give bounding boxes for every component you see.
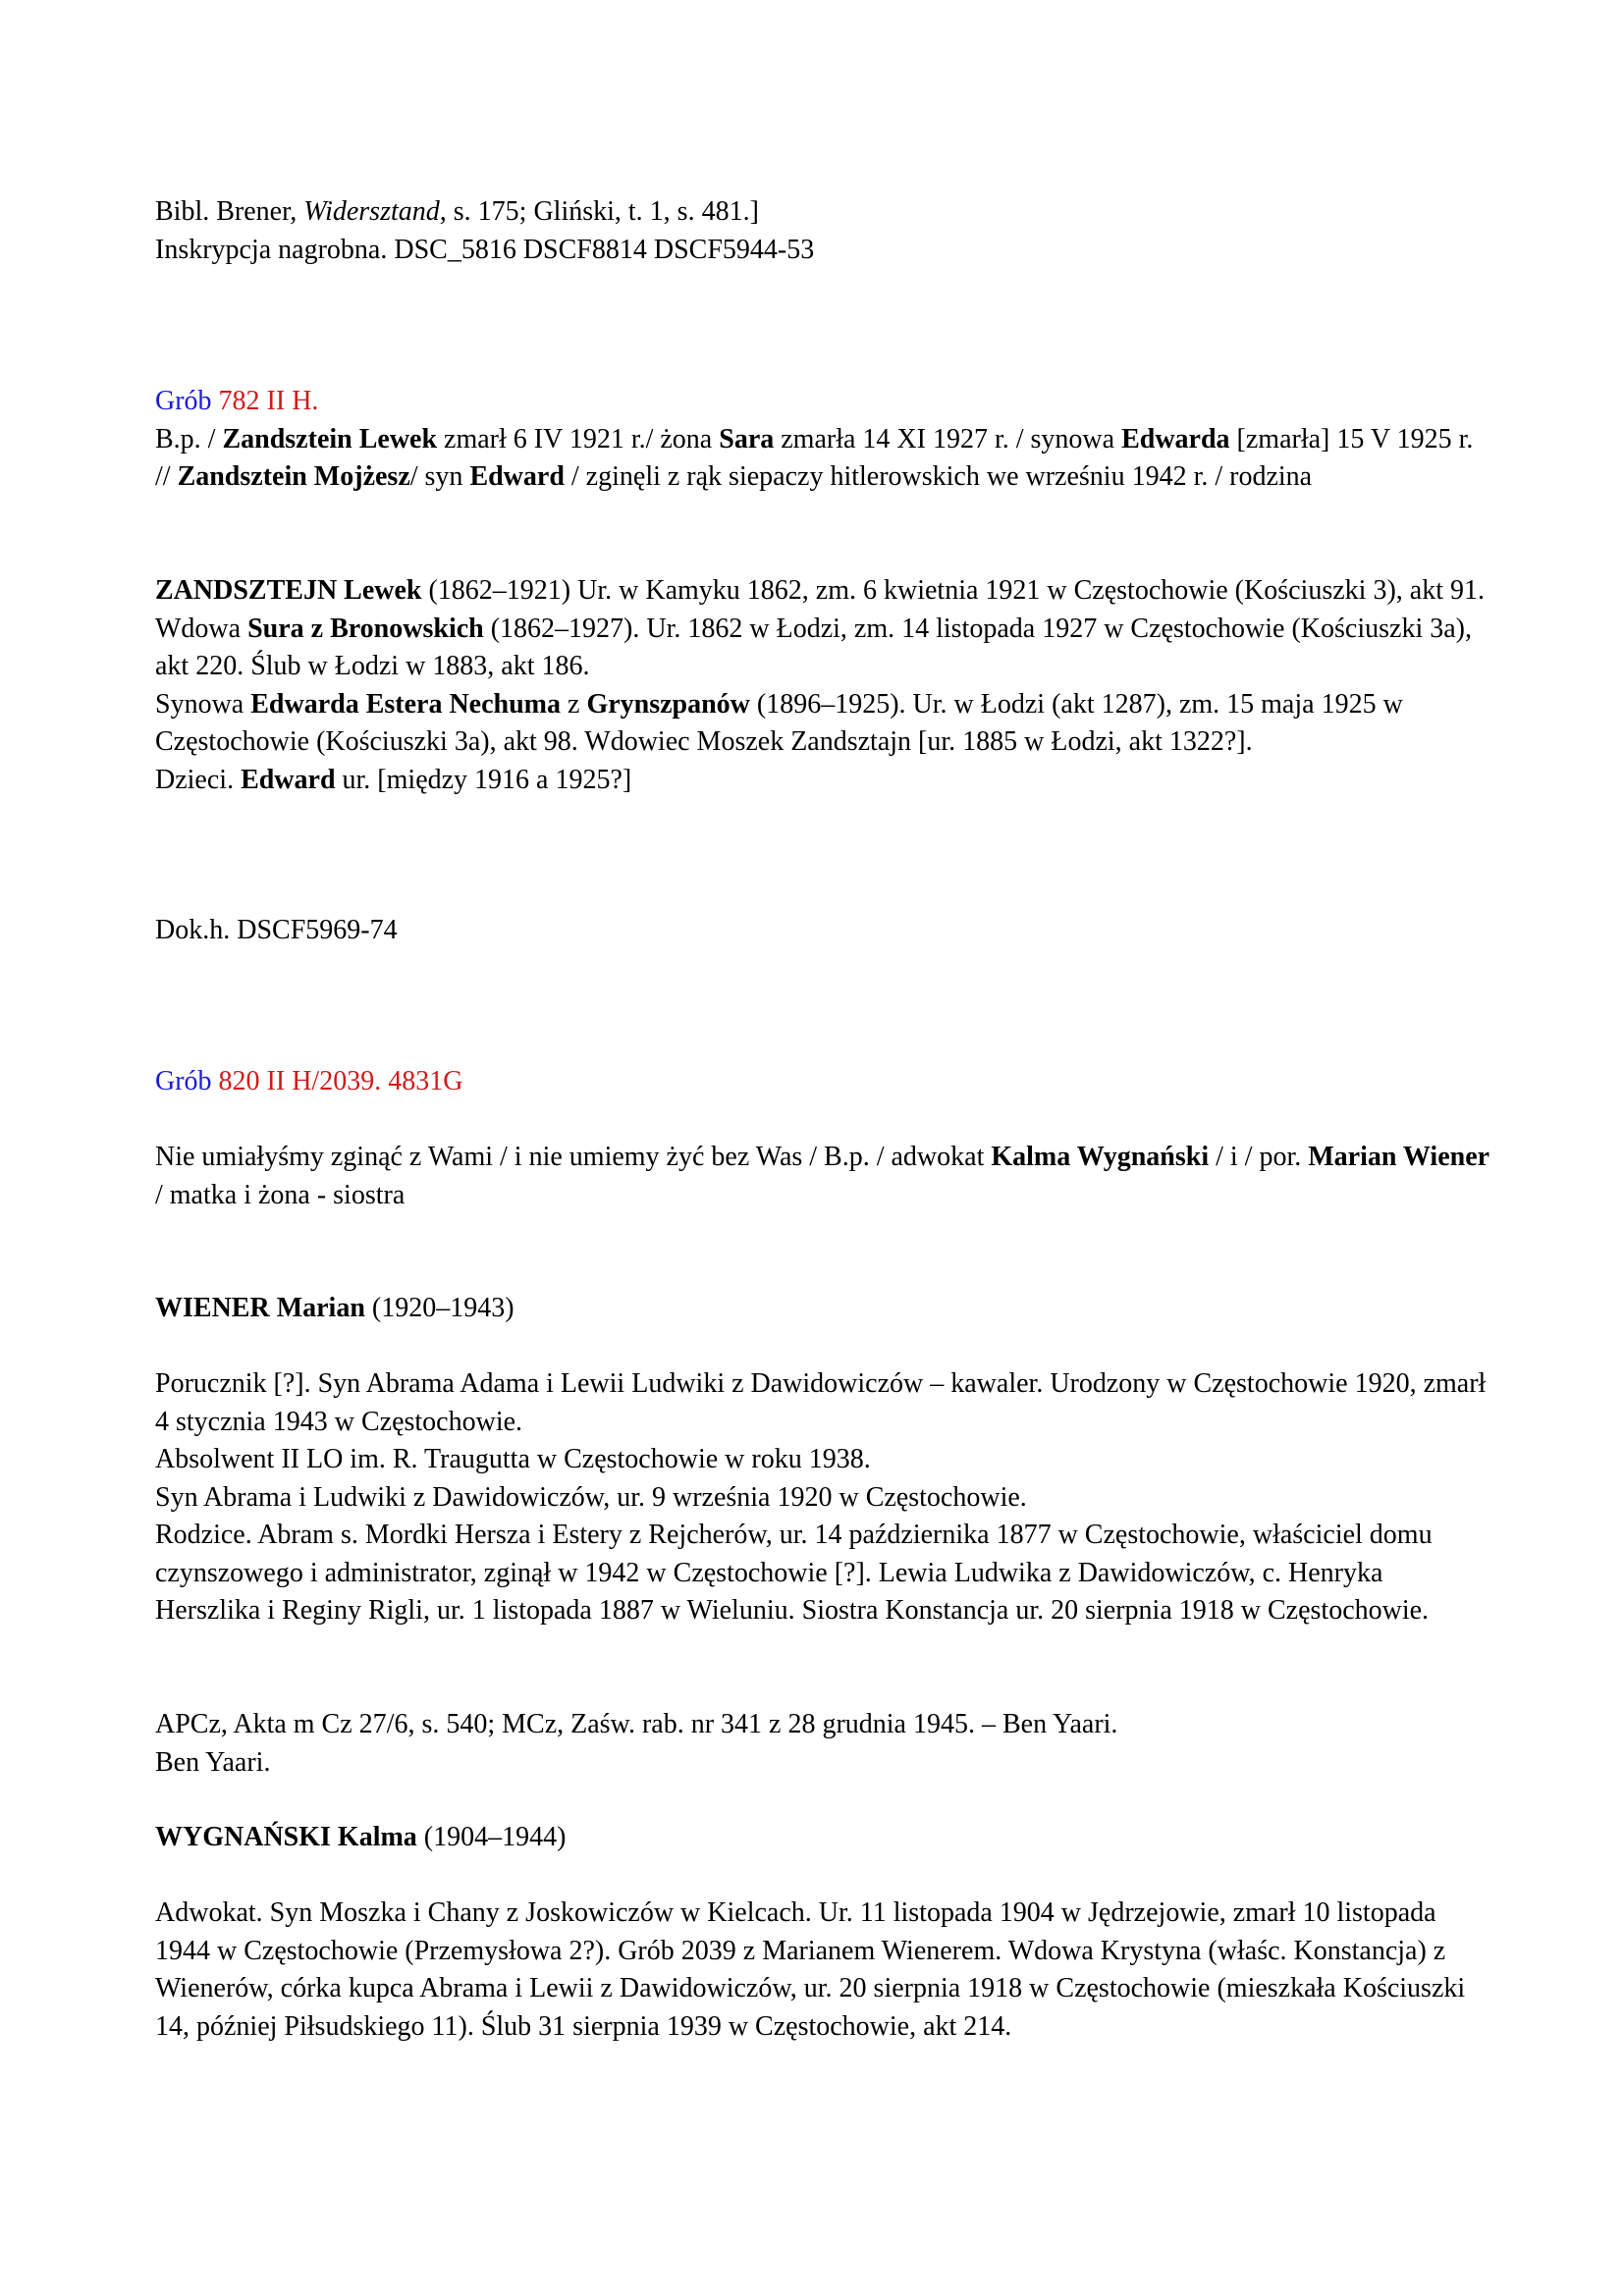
grave-820-heading: Grób 820 II H/2039. 4831G <box>155 1066 463 1096</box>
grave-782-section <box>155 383 1490 497</box>
wiener-sources: APCz, Akta m Cz 27/6, s. 540; MCz, Zaśw. rab. nr 341 z 28 grudnia 1945. – Ben Yaari. <box>155 1709 1118 1739</box>
bold-name: Edwarda <box>1121 423 1230 454</box>
wygnanski-heading: WYGNAŃSKI Kalma (1904–1944) <box>155 1822 567 1852</box>
inscription-photos-line: Inskrypcja nagrobna. DSC_5816 DSCF8814 DSCF5944-53 <box>155 234 815 265</box>
zandsztejn-lewek-bio: ZANDSZTEJN Lewek (1862–1921) Ur. w Kamyku 1862, zm. 6 kwietnia 1921 w Częstochowie (Kościuszki 3), akt 91. <box>155 575 1485 606</box>
bold-name: Edward <box>241 764 336 795</box>
bold-name: WYGNAŃSKI Kalma <box>155 1822 417 1852</box>
wiener-school: Absolwent II LO im. R. Traugutta w Częstochowie w roku 1938. <box>155 1444 871 1474</box>
documents-line: Dok.h. DSCF5969-74 <box>155 915 398 945</box>
grave-782-inscription: B.p. / Zandsztein Lewek zmarł 6 IV 1921 r./ żona Sara zmarła 14 XI 1927 r. / synowa Edwarda [zmarła] 15 V 1925 r. // Zandsztein Mojżesz/ syn Edward / zginęli z rąk siepaczy hitlerowskich we wrześniu 1942 r. / rodzina <box>155 423 1474 492</box>
wiener-sources-2: Ben Yaari. <box>155 1746 271 1778</box>
grave-782-heading: Grób 782 II H. <box>155 386 319 416</box>
bold-name: Sara <box>719 423 775 454</box>
bold-name: Zandsztein Lewek <box>222 423 438 454</box>
children-line: Dzieci. Edward ur. [między 1916 a 1925?] <box>155 764 632 795</box>
wiener-parents: Rodzice. Abram s. Mordki Hersza i Estery z Rejcherów, ur. 14 października 1877 w Częstochowie, właściciel domu czynszowego i administrator, zginął w 1942 w Częstochowie [?]. Lewia Ludwika z Dawidowiczów, c. Henryka Herszlika i Reginy Rigli, ur. 1 listopada 1887 w Wieluniu. Siostra Konstancja ur. 20 sierpnia 1918 w Częstochowie. <box>155 1520 1433 1626</box>
bold-name: Kalma Wygnański <box>991 1142 1210 1172</box>
wiener-sources-section <box>155 1706 1490 1782</box>
bold-name: Edwarda Estera Nechuma <box>250 688 561 720</box>
bold-name: Grynszpanów <box>586 688 750 720</box>
grave-820-section <box>155 1063 1490 1101</box>
bold-name: Sura z Bronowskich <box>247 613 484 644</box>
wygnanski-bio: Adwokat. Syn Moszka i Chany z Joskowiczów w Kielcach. Ur. 11 listopada 1904 w Jędrzejowie, zmarł 10 listopada 1944 w Częstochowie (Przemysłowa 2?). Grób 2039 z Marianem Wienerem. Wdowa Krystyna (właśc. Konstancja) z Wienerów, córka kupca Abrama i Lewii z Dawidowiczów, ur. 20 sierpnia 1918 w Częstochowie (mieszkała Kościuszki 14, później Piłsudskiego 11). Ślub 31 sierpnia 1939 w Częstochowie, akt 214. <box>155 1897 1466 2042</box>
wiener-bio: Porucznik [?]. Syn Abrama Adama i Lewii Ludwiki z Dawidowiczów – kawaler. Urodzony w Częstochowie 1920, zmarł 4 stycznia 1943 w Częstochowie. <box>155 1368 1487 1437</box>
bold-name: Marian Wiener <box>1308 1142 1490 1172</box>
bold-name: Edward <box>469 461 565 492</box>
wiener-heading: WIENER Marian (1920–1943) <box>155 1293 514 1323</box>
bold-name: WIENER Marian <box>155 1293 365 1323</box>
bibliography-line: Bibl. Brener, Widersztand, s. 175; Gliński, t. 1, s. 481.] <box>155 196 759 227</box>
zandsztejn-bio-section <box>155 572 1490 799</box>
bold-name: ZANDSZTEJN Lewek <box>155 575 422 606</box>
wiener-birth: Syn Abrama i Ludwiki z Dawidowiczów, ur. 9 września 1920 w Częstochowie. <box>155 1481 1027 1513</box>
wygnanski-heading-section <box>155 1819 1490 1857</box>
daughter-in-law-edwarda-bio: Synowa Edwarda Estera Nechuma z Grynszpanów (1896–1925). Ur. w Łodzi (akt 1287), zm. 15 maja 1925 w Częstochowie (Kościuszki 3a), akt 98. Wdowiec Moszek Zandsztajn [ur. 1885 w Łodzi, akt 1322?]. <box>155 688 1403 757</box>
bold-name: Zandsztein Mojżesz <box>177 461 410 492</box>
documents-line-section <box>155 912 1490 950</box>
bibliography-section <box>155 193 1490 269</box>
wiener-heading-section <box>155 1290 1490 1328</box>
grave-820-inscription: Nie umiałyśmy zginąć z Wami / i nie umiemy żyć bez Was / B.p. / adwokat Kalma Wygnański / i / por. Marian Wiener / matka i żona - siostra <box>155 1142 1490 1210</box>
wiener-bio-section <box>155 1365 1490 1630</box>
wygnanski-bio-section <box>155 1895 1490 2046</box>
widow-sura-bio: Wdowa Sura z Bronowskich (1862–1927). Ur. 1862 w Łodzi, zm. 14 listopada 1927 w Częstochowie (Kościuszki 3a), akt 220. Ślub w Łodzi w 1883, akt 186. <box>155 613 1472 681</box>
grave-820-inscription-section <box>155 1139 1490 1214</box>
